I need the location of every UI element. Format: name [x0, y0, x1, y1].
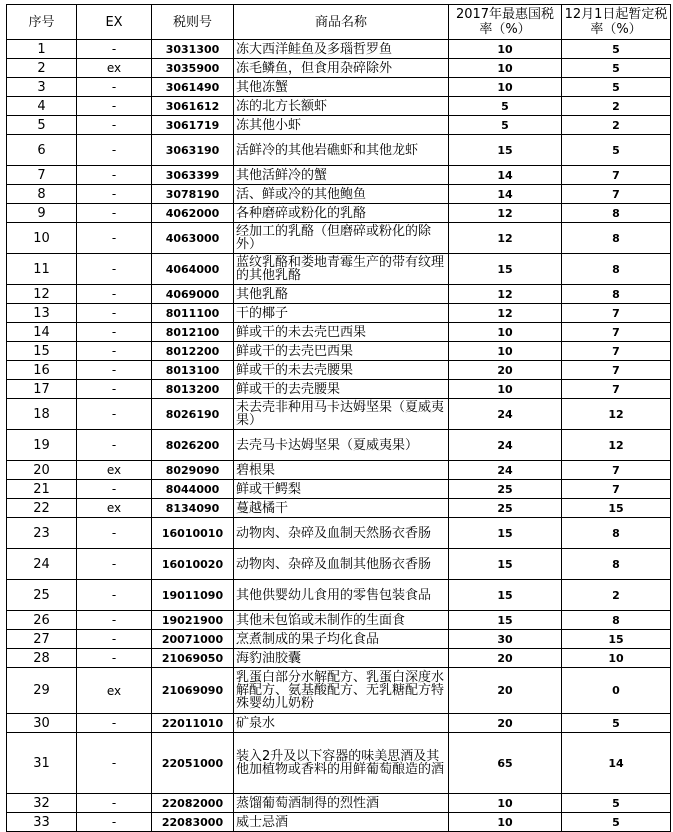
row-temp-rate: 7: [562, 185, 671, 204]
row-mfn-rate: 12: [449, 285, 562, 304]
table-row: [7, 185, 671, 204]
row-ex: -: [77, 97, 152, 116]
row-product-name: 其他未包馅或未制作的生面食: [234, 611, 449, 630]
row-temp-rate: 7: [562, 342, 671, 361]
row-ex: -: [77, 223, 152, 254]
row-product-name: 其他乳酪: [234, 285, 449, 304]
table-row: [7, 518, 671, 549]
row-product-name: 各种磨碎或粉化的乳酪: [234, 204, 449, 223]
table-row: [7, 361, 671, 380]
row-index: 19: [7, 430, 77, 461]
row-ex: -: [77, 430, 152, 461]
table-row: [7, 649, 671, 668]
row-tariff-code: 4064000: [152, 254, 234, 285]
row-temp-rate: 5: [562, 135, 671, 166]
header-name: 商品名称: [234, 5, 449, 40]
tariff-table: [6, 4, 671, 832]
row-temp-rate: 8: [562, 518, 671, 549]
row-temp-rate: 5: [562, 59, 671, 78]
header-ex: EX: [77, 5, 152, 40]
table-row: [7, 40, 671, 59]
row-temp-rate: 8: [562, 549, 671, 580]
row-ex: -: [77, 380, 152, 399]
row-index: 32: [7, 794, 77, 813]
row-tariff-code: 8011100: [152, 304, 234, 323]
row-ex: -: [77, 78, 152, 97]
table-row: [7, 223, 671, 254]
row-ex: -: [77, 135, 152, 166]
row-mfn-rate: 12: [449, 223, 562, 254]
row-mfn-rate: 15: [449, 518, 562, 549]
table-row: [7, 611, 671, 630]
row-mfn-rate: 20: [449, 668, 562, 714]
row-product-name: 碧根果: [234, 461, 449, 480]
row-mfn-rate: 12: [449, 304, 562, 323]
row-temp-rate: 8: [562, 285, 671, 304]
row-index: 21: [7, 480, 77, 499]
row-temp-rate: 15: [562, 630, 671, 649]
row-product-name: 活鲜冷的其他岩礁虾和其他龙虾: [234, 135, 449, 166]
row-mfn-rate: 25: [449, 499, 562, 518]
row-mfn-rate: 24: [449, 430, 562, 461]
row-ex: ex: [77, 668, 152, 714]
row-product-name: 鲜或干的去壳巴西果: [234, 342, 449, 361]
row-temp-rate: 7: [562, 461, 671, 480]
row-product-name: 冻大西洋鲑鱼及多瑙哲罗鱼: [234, 40, 449, 59]
row-mfn-rate: 65: [449, 733, 562, 794]
row-ex: ex: [77, 499, 152, 518]
row-index: 3: [7, 78, 77, 97]
row-index: 9: [7, 204, 77, 223]
row-tariff-code: 8026190: [152, 399, 234, 430]
row-product-name: 蔓越橘干: [234, 499, 449, 518]
row-ex: -: [77, 166, 152, 185]
table-row: [7, 580, 671, 611]
row-temp-rate: 5: [562, 714, 671, 733]
header-row: [7, 5, 671, 40]
row-temp-rate: 7: [562, 304, 671, 323]
row-mfn-rate: 14: [449, 166, 562, 185]
table-row: [7, 204, 671, 223]
row-product-name: 冻的北方长额虾: [234, 97, 449, 116]
row-product-name: 矿泉水: [234, 714, 449, 733]
row-product-name: 蓝纹乳酪和娄地青霉生产的带有纹理的其他乳酪: [234, 254, 449, 285]
row-index: 22: [7, 499, 77, 518]
row-ex: -: [77, 116, 152, 135]
row-temp-rate: 15: [562, 499, 671, 518]
row-temp-rate: 8: [562, 254, 671, 285]
row-mfn-rate: 20: [449, 361, 562, 380]
row-tariff-code: 22051000: [152, 733, 234, 794]
row-temp-rate: 2: [562, 97, 671, 116]
row-index: 12: [7, 285, 77, 304]
row-ex: -: [77, 185, 152, 204]
row-index: 16: [7, 361, 77, 380]
table-row: [7, 668, 671, 714]
table-row: [7, 116, 671, 135]
row-product-name: 经加工的乳酪（但磨碎或粉化的除外）: [234, 223, 449, 254]
row-temp-rate: 5: [562, 40, 671, 59]
row-product-name: 其他冻蟹: [234, 78, 449, 97]
row-tariff-code: 3061490: [152, 78, 234, 97]
row-product-name: 活、鲜或冷的其他鲍鱼: [234, 185, 449, 204]
row-ex: -: [77, 714, 152, 733]
row-temp-rate: 12: [562, 430, 671, 461]
row-index: 6: [7, 135, 77, 166]
table-row: [7, 733, 671, 794]
table-row: [7, 461, 671, 480]
row-index: 17: [7, 380, 77, 399]
header-index: 序号: [7, 5, 77, 40]
row-ex: -: [77, 204, 152, 223]
row-index: 33: [7, 813, 77, 832]
row-temp-rate: 2: [562, 116, 671, 135]
header-code: 税则号: [152, 5, 234, 40]
row-ex: -: [77, 304, 152, 323]
row-product-name: 冻毛鳞鱼，但食用杂碎除外: [234, 59, 449, 78]
row-ex: ex: [77, 59, 152, 78]
row-index: 5: [7, 116, 77, 135]
table-row: [7, 135, 671, 166]
row-product-name: 威士忌酒: [234, 813, 449, 832]
row-temp-rate: 8: [562, 611, 671, 630]
row-mfn-rate: 15: [449, 611, 562, 630]
row-product-name: 冻其他小虾: [234, 116, 449, 135]
row-tariff-code: 16010010: [152, 518, 234, 549]
table-row: [7, 430, 671, 461]
row-ex: -: [77, 649, 152, 668]
row-temp-rate: 10: [562, 649, 671, 668]
row-ex: -: [77, 254, 152, 285]
row-product-name: 干的椰子: [234, 304, 449, 323]
row-index: 25: [7, 580, 77, 611]
table-row: [7, 254, 671, 285]
row-temp-rate: 5: [562, 813, 671, 832]
header-mfn-rate: 2017年最惠国税率（%）: [449, 5, 562, 40]
row-mfn-rate: 15: [449, 254, 562, 285]
row-product-name: 鲜或干的去壳腰果: [234, 380, 449, 399]
row-mfn-rate: 12: [449, 204, 562, 223]
row-product-name: 鲜或干鳄梨: [234, 480, 449, 499]
row-temp-rate: 2: [562, 580, 671, 611]
row-tariff-code: 3063399: [152, 166, 234, 185]
row-mfn-rate: 20: [449, 714, 562, 733]
row-product-name: 装入2升及以下容器的味美思酒及其他加植物或香料的用鲜葡萄酿造的酒: [234, 733, 449, 794]
row-index: 13: [7, 304, 77, 323]
row-ex: -: [77, 361, 152, 380]
row-ex: -: [77, 518, 152, 549]
row-ex: -: [77, 342, 152, 361]
row-mfn-rate: 10: [449, 813, 562, 832]
row-mfn-rate: 25: [449, 480, 562, 499]
row-mfn-rate: 15: [449, 580, 562, 611]
row-tariff-code: 22011010: [152, 714, 234, 733]
row-index: 20: [7, 461, 77, 480]
row-tariff-code: 4069000: [152, 285, 234, 304]
row-temp-rate: 7: [562, 480, 671, 499]
row-temp-rate: 5: [562, 78, 671, 97]
row-product-name: 海豹油胶囊: [234, 649, 449, 668]
row-mfn-rate: 10: [449, 323, 562, 342]
row-index: 10: [7, 223, 77, 254]
row-mfn-rate: 14: [449, 185, 562, 204]
row-tariff-code: 8012100: [152, 323, 234, 342]
row-index: 28: [7, 649, 77, 668]
table-row: [7, 166, 671, 185]
row-product-name: 其他供婴幼儿食用的零售包装食品: [234, 580, 449, 611]
row-tariff-code: 22082000: [152, 794, 234, 813]
row-mfn-rate: 24: [449, 399, 562, 430]
row-index: 8: [7, 185, 77, 204]
row-tariff-code: 8029090: [152, 461, 234, 480]
row-tariff-code: 3078190: [152, 185, 234, 204]
row-ex: -: [77, 813, 152, 832]
table-row: [7, 399, 671, 430]
row-ex: -: [77, 285, 152, 304]
row-index: 31: [7, 733, 77, 794]
table-row: [7, 59, 671, 78]
table-row: [7, 714, 671, 733]
row-index: 23: [7, 518, 77, 549]
row-product-name: 其他活鲜冷的蟹: [234, 166, 449, 185]
row-index: 2: [7, 59, 77, 78]
table-row: [7, 480, 671, 499]
row-ex: -: [77, 580, 152, 611]
row-tariff-code: 3063190: [152, 135, 234, 166]
row-tariff-code: 8134090: [152, 499, 234, 518]
row-ex: -: [77, 549, 152, 580]
row-tariff-code: 3061719: [152, 116, 234, 135]
row-mfn-rate: 10: [449, 342, 562, 361]
row-temp-rate: 5: [562, 794, 671, 813]
row-temp-rate: 7: [562, 166, 671, 185]
row-tariff-code: 16010020: [152, 549, 234, 580]
row-mfn-rate: 10: [449, 59, 562, 78]
row-ex: -: [77, 323, 152, 342]
row-ex: -: [77, 40, 152, 59]
row-index: 29: [7, 668, 77, 714]
row-index: 1: [7, 40, 77, 59]
row-product-name: 去壳马卡达姆坚果（夏威夷果）: [234, 430, 449, 461]
row-mfn-rate: 15: [449, 549, 562, 580]
row-mfn-rate: 5: [449, 97, 562, 116]
table-row: [7, 304, 671, 323]
row-product-name: 乳蛋白部分水解配方、乳蛋白深度水解配方、氨基酸配方、无乳糖配方特殊婴幼儿奶粉: [234, 668, 449, 714]
row-temp-rate: 14: [562, 733, 671, 794]
row-index: 4: [7, 97, 77, 116]
row-index: 15: [7, 342, 77, 361]
row-tariff-code: 8013200: [152, 380, 234, 399]
row-mfn-rate: 20: [449, 649, 562, 668]
row-index: 30: [7, 714, 77, 733]
row-product-name: 未去壳非种用马卡达姆坚果（夏威夷果）: [234, 399, 449, 430]
row-tariff-code: 8013100: [152, 361, 234, 380]
row-ex: ex: [77, 461, 152, 480]
row-mfn-rate: 10: [449, 78, 562, 97]
row-index: 7: [7, 166, 77, 185]
table-row: [7, 323, 671, 342]
row-temp-rate: 0: [562, 668, 671, 714]
row-tariff-code: 19011090: [152, 580, 234, 611]
row-temp-rate: 12: [562, 399, 671, 430]
table-row: [7, 630, 671, 649]
table-row: [7, 499, 671, 518]
table-row: [7, 549, 671, 580]
row-index: 27: [7, 630, 77, 649]
table-row: [7, 78, 671, 97]
row-tariff-code: 4062000: [152, 204, 234, 223]
row-index: 24: [7, 549, 77, 580]
table-row: [7, 794, 671, 813]
row-ex: -: [77, 480, 152, 499]
row-product-name: 鲜或干的未去壳巴西果: [234, 323, 449, 342]
row-mfn-rate: 10: [449, 40, 562, 59]
row-index: 11: [7, 254, 77, 285]
row-tariff-code: 20071000: [152, 630, 234, 649]
table-row: [7, 813, 671, 832]
row-temp-rate: 7: [562, 323, 671, 342]
row-mfn-rate: 10: [449, 794, 562, 813]
row-temp-rate: 8: [562, 223, 671, 254]
row-product-name: 动物肉、杂碎及血制其他肠衣香肠: [234, 549, 449, 580]
row-mfn-rate: 15: [449, 135, 562, 166]
table-row: [7, 380, 671, 399]
row-index: 18: [7, 399, 77, 430]
row-index: 26: [7, 611, 77, 630]
row-ex: -: [77, 399, 152, 430]
row-tariff-code: 8012200: [152, 342, 234, 361]
row-product-name: 鲜或干的未去壳腰果: [234, 361, 449, 380]
row-mfn-rate: 24: [449, 461, 562, 480]
row-tariff-code: 3061612: [152, 97, 234, 116]
row-temp-rate: 8: [562, 204, 671, 223]
table-row: [7, 285, 671, 304]
row-tariff-code: 3035900: [152, 59, 234, 78]
table-row: [7, 342, 671, 361]
row-tariff-code: 21069090: [152, 668, 234, 714]
row-tariff-code: 19021900: [152, 611, 234, 630]
row-temp-rate: 7: [562, 361, 671, 380]
row-tariff-code: 4063000: [152, 223, 234, 254]
row-ex: -: [77, 733, 152, 794]
row-temp-rate: 7: [562, 380, 671, 399]
row-ex: -: [77, 794, 152, 813]
row-tariff-code: 8026200: [152, 430, 234, 461]
row-mfn-rate: 5: [449, 116, 562, 135]
header-temp-rate: 12月1日起暂定税率（%）: [562, 5, 671, 40]
table-row: [7, 97, 671, 116]
row-tariff-code: 21069050: [152, 649, 234, 668]
row-product-name: 动物肉、杂碎及血制天然肠衣香肠: [234, 518, 449, 549]
row-ex: -: [77, 630, 152, 649]
row-ex: -: [77, 611, 152, 630]
row-tariff-code: 8044000: [152, 480, 234, 499]
row-mfn-rate: 10: [449, 380, 562, 399]
row-product-name: 烹煮制成的果子均化食品: [234, 630, 449, 649]
row-product-name: 蒸馏葡萄酒制得的烈性酒: [234, 794, 449, 813]
row-index: 14: [7, 323, 77, 342]
row-mfn-rate: 30: [449, 630, 562, 649]
row-tariff-code: 22083000: [152, 813, 234, 832]
row-tariff-code: 3031300: [152, 40, 234, 59]
